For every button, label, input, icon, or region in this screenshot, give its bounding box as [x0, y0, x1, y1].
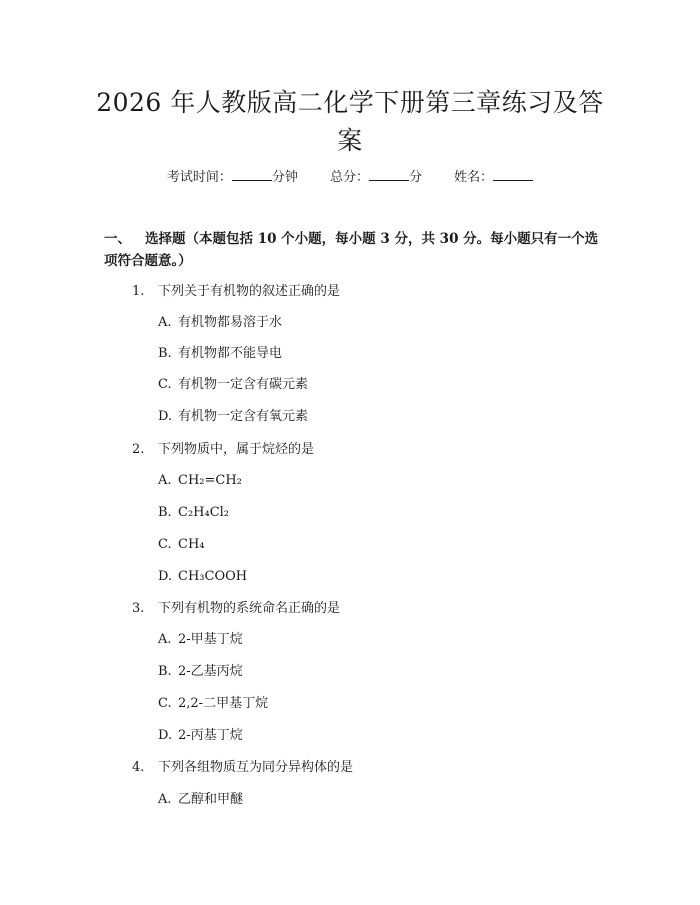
student-name-label: 姓名：: [454, 170, 494, 185]
question-1: [132, 282, 340, 302]
option-text: 2-丙基丁烷: [178, 728, 243, 743]
total-score-blank[interactable]: [369, 168, 409, 181]
question-number: 4.: [132, 760, 145, 775]
option-letter: A.: [158, 632, 172, 647]
option-letter: C.: [158, 377, 172, 392]
question-3: [132, 599, 340, 619]
option-4a[interactable]: [158, 790, 243, 810]
option-1b[interactable]: [158, 344, 282, 364]
total-score-label: 总分：: [329, 170, 369, 185]
option-text: 乙醇和甲醚: [178, 792, 244, 807]
option-text: 2-乙基丙烷: [178, 664, 243, 679]
page-title: 2026 年人教版高二化学下册第三章练习及答案: [96, 88, 604, 155]
option-letter: D.: [158, 728, 173, 743]
question-text: 下列有机物的系统命名正确的是: [158, 601, 341, 616]
exam-time-field: [167, 168, 298, 188]
option-letter: D.: [158, 409, 173, 424]
option-1d[interactable]: [158, 407, 308, 427]
option-text: CH₃COOH: [178, 569, 248, 584]
total-score-field: [330, 168, 422, 188]
option-text: CH₄: [178, 537, 205, 552]
section-number: 一、: [104, 231, 131, 247]
option-1a[interactable]: [158, 313, 282, 333]
question-text: 下列物质中，属于烷烃的是: [158, 442, 315, 457]
option-3c[interactable]: [158, 694, 268, 714]
question-4: [132, 758, 353, 778]
option-1c[interactable]: [158, 375, 308, 395]
exam-time-label: 考试时间：: [166, 170, 232, 185]
option-letter: B.: [158, 346, 172, 361]
exam-info-line: [0, 168, 700, 188]
option-letter: D.: [158, 569, 173, 584]
option-text: C₂H₄Cl₂: [178, 505, 230, 520]
option-text: CH₂=CH₂: [178, 473, 242, 488]
option-2c[interactable]: [158, 535, 205, 555]
question-number: 3.: [132, 601, 145, 616]
option-letter: A.: [158, 473, 172, 488]
option-text: 2,2-二甲基丁烷: [178, 696, 269, 711]
option-3a[interactable]: [158, 630, 243, 650]
exam-time-blank[interactable]: [232, 168, 272, 181]
option-letter: B.: [158, 505, 172, 520]
question-number: 1.: [132, 284, 145, 299]
option-letter: C.: [158, 696, 172, 711]
option-text: 有机物都易溶于水: [178, 315, 283, 330]
option-letter: A.: [158, 315, 172, 330]
option-text: 有机物都不能导电: [178, 346, 283, 361]
student-name-field: [454, 168, 533, 188]
option-letter: B.: [158, 664, 172, 679]
question-text: 下列关于有机物的叙述正确的是: [158, 284, 341, 299]
question-number: 2.: [132, 442, 145, 457]
option-text: 有机物一定含有氧元素: [178, 409, 309, 424]
option-3b[interactable]: [158, 662, 243, 682]
option-letter: A.: [158, 792, 172, 807]
option-letter: C.: [158, 537, 172, 552]
student-name-blank[interactable]: [493, 168, 533, 181]
option-text: 2-甲基丁烷: [178, 632, 243, 647]
option-text: 有机物一定含有碳元素: [178, 377, 309, 392]
option-2d[interactable]: [158, 567, 247, 587]
question-2: [132, 440, 314, 460]
exam-time-unit: 分钟: [271, 170, 298, 185]
total-score-unit: 分: [409, 170, 423, 185]
option-2b[interactable]: [158, 503, 229, 523]
option-3d[interactable]: [158, 726, 243, 746]
question-text: 下列各组物质互为同分异构体的是: [158, 760, 354, 775]
section-heading-text: 选择题（本题包括 10 个小题，每小题 3 分，共 30 分。每小题只有一个选项符合题意。）: [104, 231, 599, 269]
section-heading: [104, 228, 604, 272]
option-2a[interactable]: [158, 471, 242, 491]
